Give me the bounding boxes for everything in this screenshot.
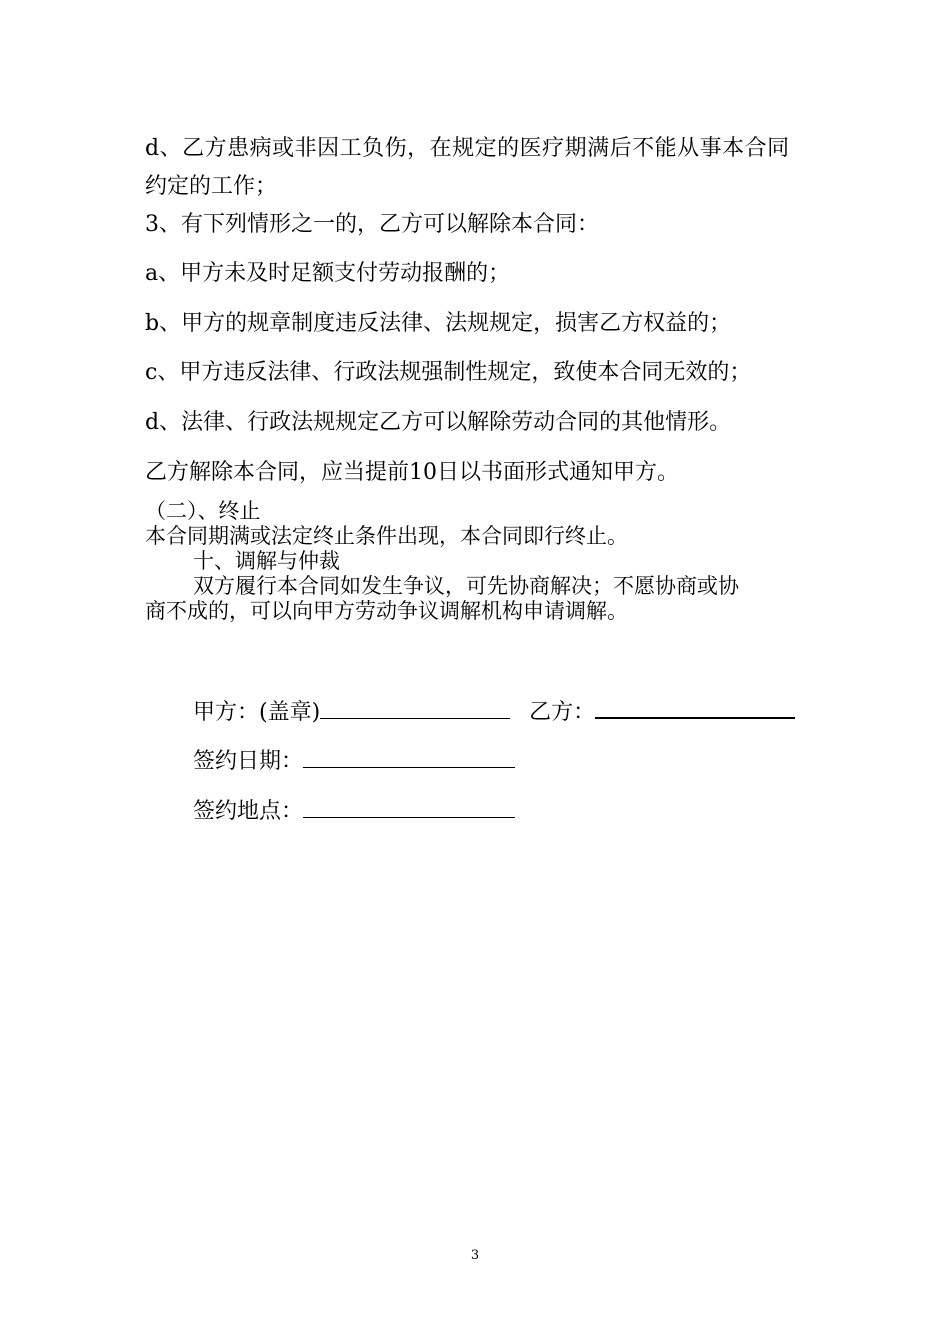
paragraph-mediation: 双方履行本合同如发生争议，可先协商解决；不愿协商或协 bbox=[193, 574, 739, 598]
party-b-label: 乙方： bbox=[529, 700, 596, 725]
paragraph-termination: 本合同期满或法定终止条件出现，本合同即行终止。 bbox=[145, 524, 628, 548]
place-signature-line bbox=[303, 797, 515, 818]
signature-row-place bbox=[193, 797, 515, 825]
paragraph-clause-3: 3、有下列情形之一的，乙方可以解除本合同： bbox=[145, 212, 599, 237]
section-heading-mediation: 十、调解与仲裁 bbox=[193, 549, 340, 573]
paragraph-notice-period: 乙方解除本合同，应当提前10日以书面形式通知甲方。 bbox=[145, 460, 679, 485]
paragraph-termination-d-continued: 约定的工作； bbox=[145, 174, 278, 199]
paragraph-clause-3d: d、法律、行政法规规定乙方可以解除劳动合同的其他情形。 bbox=[145, 410, 732, 435]
place-label: 签约地点： bbox=[193, 799, 304, 824]
paragraph-clause-3a: a、甲方未及时足额支付劳动报酬的； bbox=[145, 261, 511, 286]
date-label: 签约日期： bbox=[193, 749, 304, 774]
date-signature-line bbox=[303, 747, 515, 768]
section-heading-termination: （二）、终止 bbox=[145, 499, 261, 523]
party-a-label: 甲方：(盖章) bbox=[193, 700, 321, 725]
paragraph-clause-3b: b、甲方的规章制度违反法律、法规规定，损害乙方权益的； bbox=[145, 311, 732, 336]
paragraph-mediation-continued: 商不成的，可以向甲方劳动争议调解机构申请调解。 bbox=[145, 599, 628, 623]
signature-row-parties bbox=[193, 697, 795, 726]
paragraph-termination-d: d、乙方患病或非因工负伤，在规定的医疗期满后不能从事本合同 bbox=[145, 136, 790, 161]
signature-row-date bbox=[193, 747, 515, 775]
paragraph-clause-3c: c、甲方违反法律、行政法规强制性规定，致使本合同无效的； bbox=[145, 360, 752, 385]
page-number: 3 bbox=[470, 1248, 480, 1263]
party-a-signature-line bbox=[320, 698, 510, 719]
party-b-signature-line bbox=[595, 697, 795, 719]
